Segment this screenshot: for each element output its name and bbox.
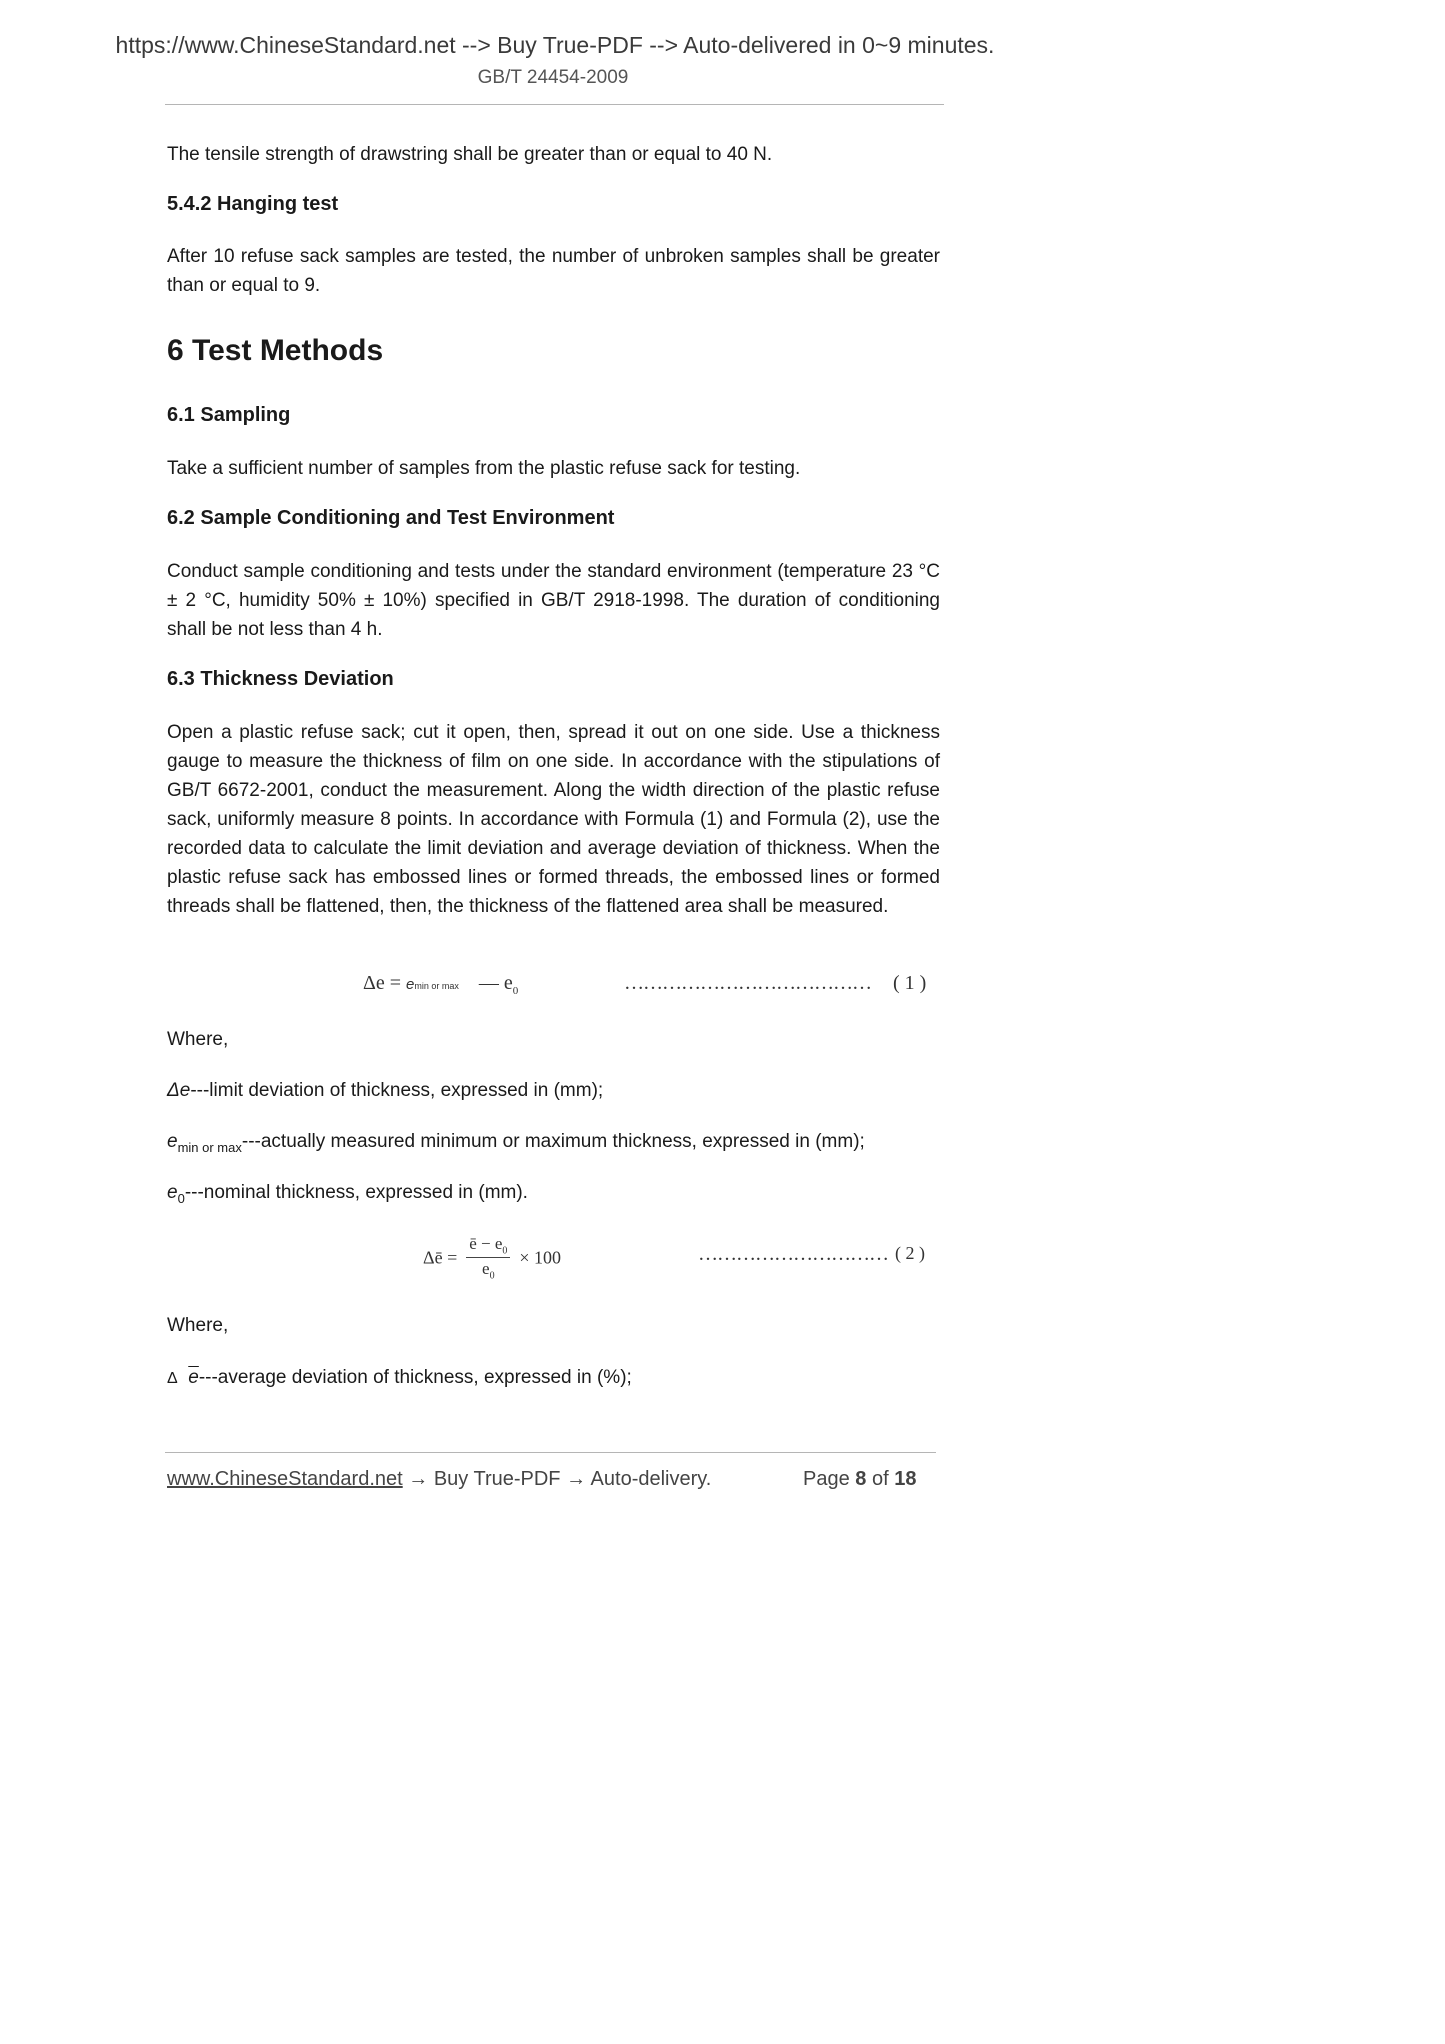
formula-1-lhs: Δe = [363, 972, 402, 994]
heading-6-2: 6.2 Sample Conditioning and Test Environment [167, 507, 615, 529]
paragraph-sampling: Take a sufficient number of samples from the plastic refuse sack for testing. [167, 458, 801, 479]
header-url-line: https://www.ChineseStandard.net --> Buy True-PDF --> Auto-delivered in 0~9 minutes. [115, 32, 995, 58]
page-total: 18 [894, 1468, 917, 1490]
formula-2-times: × 100 [519, 1247, 562, 1268]
page-of-label: of [871, 1468, 889, 1490]
footer-divider [165, 1452, 936, 1453]
paragraph-hanging: After 10 refuse sack samples are tested, the number of unbroken samples shall be greater than or equal to 9. [167, 246, 940, 296]
footer-arrow-2: → [566, 1468, 587, 1490]
where-label-2: Where, [167, 1315, 229, 1336]
definition-nominal-subscript: 0 [177, 1190, 185, 1206]
heading-6-1: 6.1 Sampling [167, 404, 291, 426]
formula-2-fraction [466, 1234, 510, 1282]
heading-6: 6 Test Methods [167, 334, 384, 367]
definition-average-deviation [167, 1363, 940, 1393]
formula-2-denominator: $e_0$ [482, 1259, 495, 1282]
definition-nominal-symbol: e [167, 1182, 178, 1203]
page-indicator [803, 1468, 916, 1491]
page-label: Page [803, 1468, 850, 1490]
definition-nominal-thickness [167, 1178, 940, 1213]
footer-site-link[interactable]: www.ChineseStandard.net [167, 1468, 403, 1490]
definition-min-max-thickness [167, 1127, 940, 1162]
formula-2-numerator: ē − $e_0$ [466, 1234, 510, 1258]
formula-1-rhs: — e [478, 972, 513, 994]
where-label-1: Where, [167, 1029, 229, 1050]
definition-average-symbol: $\overline{e}$ [188, 1367, 199, 1388]
formula-1-e-symbol: e [406, 976, 415, 993]
heading-5-4-2: 5.4.2 Hanging test [167, 193, 339, 215]
paragraph-drawstring: The tensile strength of drawstring shall be greater than or equal to 40 N. [167, 144, 773, 165]
header-divider [165, 104, 944, 105]
definition-limit-deviation-symbol: Δe [167, 1080, 191, 1101]
formula-2 [423, 1234, 561, 1282]
definition-average-text: ---average deviation of thickness, expressed in (%); [198, 1367, 632, 1388]
standard-code: GB/T 24454-2009 [477, 67, 629, 88]
definition-limit-deviation-text: ---limit deviation of thickness, expressed in (mm); [190, 1080, 604, 1101]
formula-1-leader-dots: ………………………………… [624, 972, 871, 994]
formula-2-lhs: Δē = [423, 1247, 458, 1268]
formula-1 [363, 972, 518, 997]
heading-6-3: 6.3 Thickness Deviation [167, 668, 394, 690]
formula-2-leader-dots: ………………………… [698, 1243, 888, 1265]
formula-1-e-subscript: min or max [414, 981, 459, 991]
page-current: 8 [855, 1468, 867, 1490]
footer-promo [167, 1468, 711, 1491]
footer-delivery-text: Auto-delivery. [590, 1468, 712, 1490]
definition-limit-deviation [167, 1076, 940, 1105]
definition-min-max-text: ---actually measured minimum or maximum thickness, expressed in (mm); [241, 1131, 865, 1152]
definition-average-delta: Δ [167, 1370, 178, 1387]
formula-1-rhs-subscript: 0 [512, 985, 519, 997]
definition-nominal-text: ---nominal thickness, expressed in (mm). [184, 1182, 528, 1203]
footer-buy-text: Buy True-PDF [433, 1468, 561, 1490]
definition-min-max-subscript: min or max [177, 1139, 242, 1155]
footer-arrow-1: → [408, 1468, 429, 1490]
paragraph-thickness: Open a plastic refuse sack; cut it open, then, spread it out on one side. Use a thickness gauge to measure the thickness of film on one side. In accordance with the stipulations of GB/T 6672-2001, conduct the measurement. Along the width direction of the plastic refuse sack, uniformly measure 8 points. In accordance with Formula (1) and Formula (2), use the recorded data to calculate the limit deviation and average deviation of thickness. When the plastic refuse sack has embossed lines or formed threads, the embossed lines or formed threads shall be flattened, then, the thickness of the flattened area shall be measured. [167, 722, 940, 917]
formula-2-number: ( 2 ) [895, 1243, 925, 1263]
formula-1-number: ( 1 ) [893, 972, 927, 994]
paragraph-conditioning: Conduct sample conditioning and tests under the standard environment (temperature 23 °C ± 2 °C, humidity 50% ± 10%) specified in GB/T 2918-1998. The duration of conditioning shall be not less than 4 h. [167, 561, 940, 640]
definition-min-max-symbol: e [167, 1131, 178, 1152]
